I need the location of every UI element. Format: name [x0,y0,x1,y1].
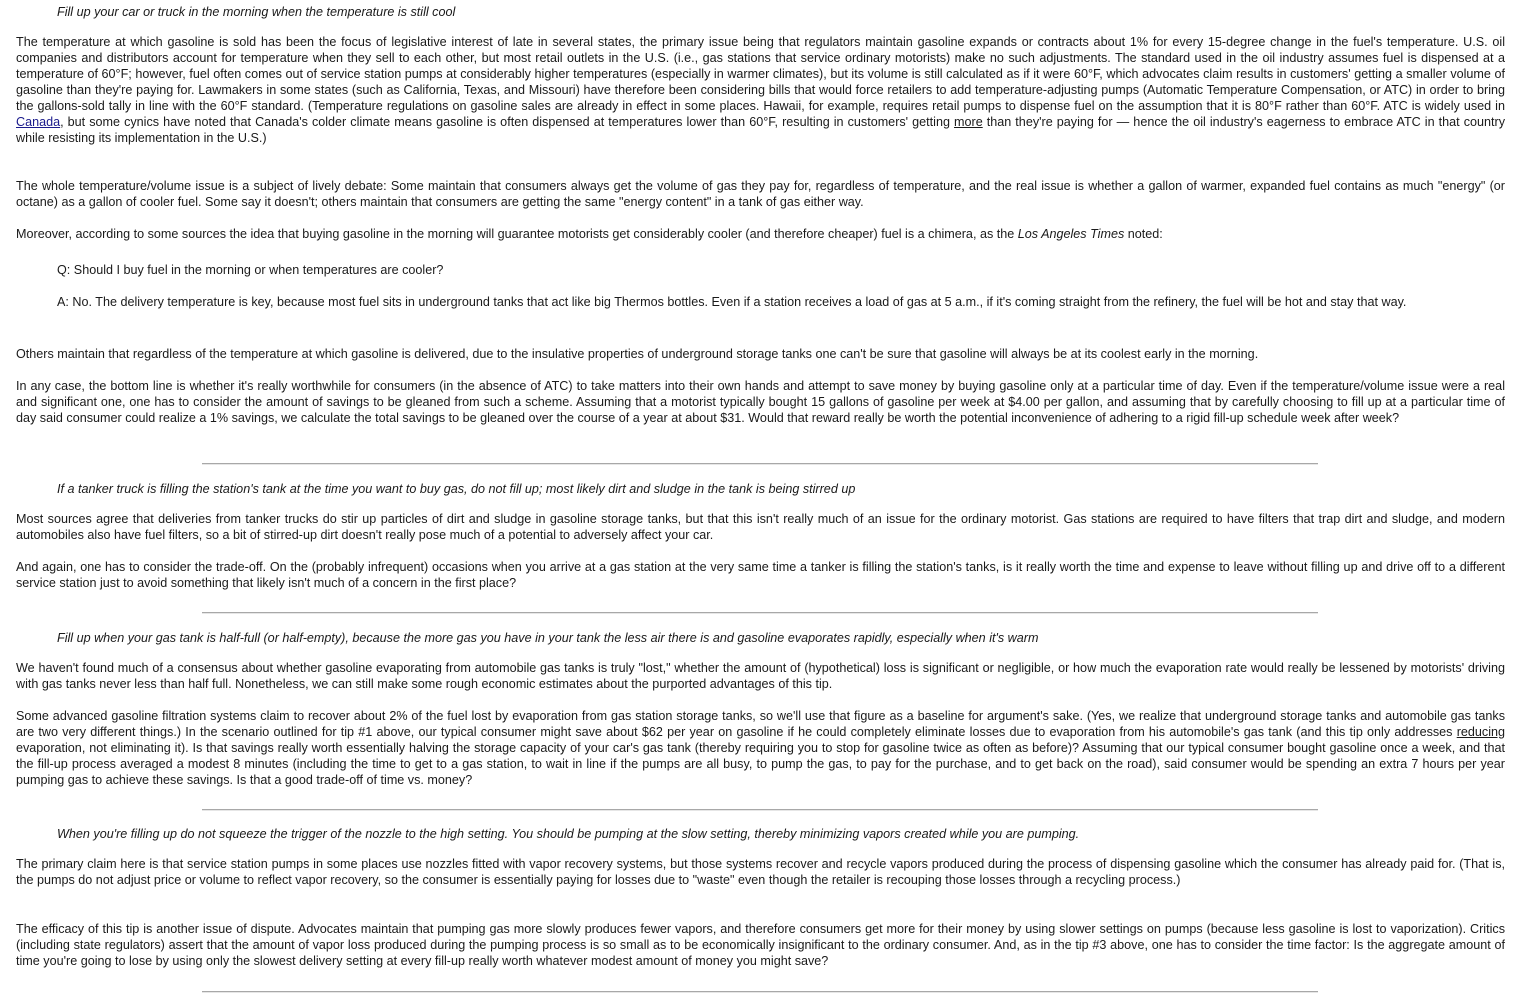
underlined-word-reducing: reducing [1456,725,1505,739]
quote-question: Q: Should I buy fuel in the morning or when temperatures are cooler? [57,263,444,277]
paragraph-tanker-sludge: Most sources agree that deliveries from tanker trucks do stir up particles of dirt and sludge in gasoline storage tanks, but that this isn't really much of an issue for the ordinary motorist. Gas stations are required to have filters that trap dirt and sludge, and modern automobiles also have fuel filters, so a bit of stirred-up dirt doesn't really pose much of a potential to adversely affect your car. [16,512,1505,542]
section-divider [202,809,1318,811]
underlined-word-more: more [954,115,983,129]
text-run: Moreover, according to some sources the idea that buying gasoline in the morning will guarantee motorists get considerably cooler (and therefore cheaper) fuel is a chimera, as the [16,227,1018,241]
paragraph-efficacy-dispute: The efficacy of this tip is another issue of dispute. Advocates maintain that pumping gas more slowly produces fewer vapors, and therefore consumers get more for their money by using slower settings on pumps (because less gasoline is lost to vaporization). Critics (including state regulators) assert that the amount of vapor loss produced during the pumping process is so small as to be economically insignificant to the ordinary consumer. And, as in the tip #3 above, one has to consider the time factor: Is the aggregate amount of time you're going to lose by using only the slowest delivery setting at every fill-up really worth whatever modest amount of money you might save? [16,922,1505,968]
paragraph-trade-off: And again, one has to consider the trade-off. On the (probably infrequent) occasions when you arrive at a gas station at the very same time a tanker is filling the station's tanks, is it really worth the time and expense to leave without filling up and drive off to a different service station just to avoid something that likely isn't much of a concern in the first place? [16,560,1505,590]
tip-heading-4: When you're filling up do not squeeze the trigger of the nozzle to the high setting. You should be pumping at the slow setting, thereby minimizing vapors created while you are pumping. [57,827,1080,841]
section-divider [202,991,1318,993]
paragraph-insulative-tanks: Others maintain that regardless of the temperature at which gasoline is delivered, due to the insulative properties of underground storage tanks one can't be sure that gasoline will always be at its coolest early in the morning. [16,347,1259,361]
text-run: Some advanced gasoline filtration systems claim to recover about 2% of the fuel lost by evaporation from gas station storage tanks, so we'll use that figure as a baseline for argument's sake. (Yes, we realize that underground storage tanks and automobile gas tanks are two very different things.) In the scenario outlined for tip #1 above, our typical consumer might save about $62 per year on gasoline if he could completely eliminate losses due to evaporation from his automobile's gas tank (and this tip only addresses [16,709,1505,739]
paragraph-volume-debate: The whole temperature/volume issue is a subject of lively debate: Some maintain that consumers always get the volume of gas they pay for, regardless of temperature, and the real issue is whether a gallon of warmer, expanded fuel contains as much "energy" (or octane) as a gallon of cooler fuel. Some say it doesn't; others maintain that consumers are getting the same "energy content" in a tank of gas either way. [16,179,1505,209]
paragraph-vapor-recovery: The primary claim here is that service station pumps in some places use nozzles fitted with vapor recovery systems, but those systems recover and recycle vapors produced during the process of dispensing gasoline which the consumer has already paid for. (That is, the pumps do not adjust price or volume to reflect vapor recovery, so the consumer is essentially paying for losses due to "waste" even though the retailer is recouping those losses through a recycling process.) [16,857,1505,887]
text-run: The temperature at which gasoline is sold has been the focus of legislative interest of late in several states, the primary issue being that regulators maintain gasoline expands or contracts about 1% for every 15-degree change in the fuel's temperature. U.S. oil companies and distributors account for temperature when they sell to each other, but most retail outlets in the U.S. (i.e., gas stations that service ordinary motorists) make no such adjustments. The standard used in the oil industry assumes fuel is dispensed at a temperature of 60°F; however, fuel often comes out of service station pumps at considerably higher temperatures (especially in warmer climates), but its volume is still calculated as if it were 60°F, which advocates claim results in customers' getting a smaller volume of gasoline than they're paying for. Lawmakers in some states (such as California, Texas, and Missouri) have therefore been considering bills that would force retailers to add temperature-adjusting pumps (Automatic Temperature Compensation, or ATC) in order to bring the gallons-sold tally in line with the 60°F standard. (Temperature regulations on gasoline sales are already in effect in some places. Hawaii, for example, requires retail pumps to dispense fuel on the assumption that it is 80°F rather than 60°F. ATC is widely used in [16,35,1505,113]
paragraph-temperature-legislation [16,34,1505,146]
paragraph-la-times [16,226,1505,242]
tip-heading-3: Fill up when your gas tank is half-full (or half-empty), because the more gas you have in your tank the less air there is and gasoline evaporates rapidly, especially when it's warm [57,631,1039,645]
section-divider [202,612,1318,614]
paragraph-filtration-estimate [16,708,1505,788]
text-run: noted: [1124,227,1163,241]
tip-heading-1: Fill up your car or truck in the morning when the temperature is still cool [57,5,456,19]
paragraph-bottom-line: In any case, the bottom line is whether it's really worthwhile for consumers (in the absence of ATC) to take matters into their own hands and attempt to save money by buying gasoline only at a particular time of day. Even if the temperature/volume issue were a real and significant one, one has to consider the amount of savings to be gleaned from such a scheme. Assuming that a motorist typically bought 15 gallons of gasoline per week at $4.00 per gallon, and assuming that by carefully choosing to fill up at a particular time of day said consumer could realize a 1% savings, we calculate the total savings to be gleaned over the course of a year at about $31. Would that reward really be worth the potential inconvenience of adhering to a rigid fill-up schedule week after week? [16,379,1505,425]
text-run: , but some cynics have noted that Canada's colder climate means gasoline is often dispensed at temperatures lower than 60°F, resulting in customers' getting [60,115,954,129]
canada-link[interactable]: Canada [16,115,61,129]
paragraph-evaporation-consensus: We haven't found much of a consensus about whether gasoline evaporating from automobile gas tanks is truly "lost," whether the amount of (hypothetical) loss is significant or negligible, or how much the evaporation rate would really be lessened by motorists' driving with gas tanks never less than half full. Nonetheless, we can still make some rough economic estimates about the purported advantages of this tip. [16,661,1505,691]
text-run: evaporation, not eliminating it). Is that savings really worth essentially halving the storage capacity of your car's gas tank (thereby requiring you to stop for gasoline twice as often as before)? Assuming that our typical consumer bought gasoline once a week, and that the fill-up process averaged a modest 8 minutes (including the time to get to a gas station, to wait in line if the pumps are all busy, to pump the gas, to pay for the purchase, and to get back on the road), said consumer would be spending an extra 7 hours per year pumping gas to achieve these savings. Is that a good trade-off of time vs. money? [16,741,1505,787]
tip-heading-2: If a tanker truck is filling the station's tank at the time you want to buy gas, do not fill up; most likely dirt and sludge in the tank is being stirred up [57,482,856,496]
quote-answer: A: No. The delivery temperature is key, because most fuel sits in underground tanks that act like big Thermos bottles. Even if a station receives a load of gas at 5 a.m., if it's coming straight from the refinery, the fuel will be hot and stay that way. [57,295,1407,309]
text-run: than they're paying for — hence the oil industry's eagerness to embrace ATC in that country while resisting its implementation in the U.S.) [16,115,1505,145]
publication-name: Los Angeles Times [1017,227,1125,241]
section-divider [202,463,1318,465]
